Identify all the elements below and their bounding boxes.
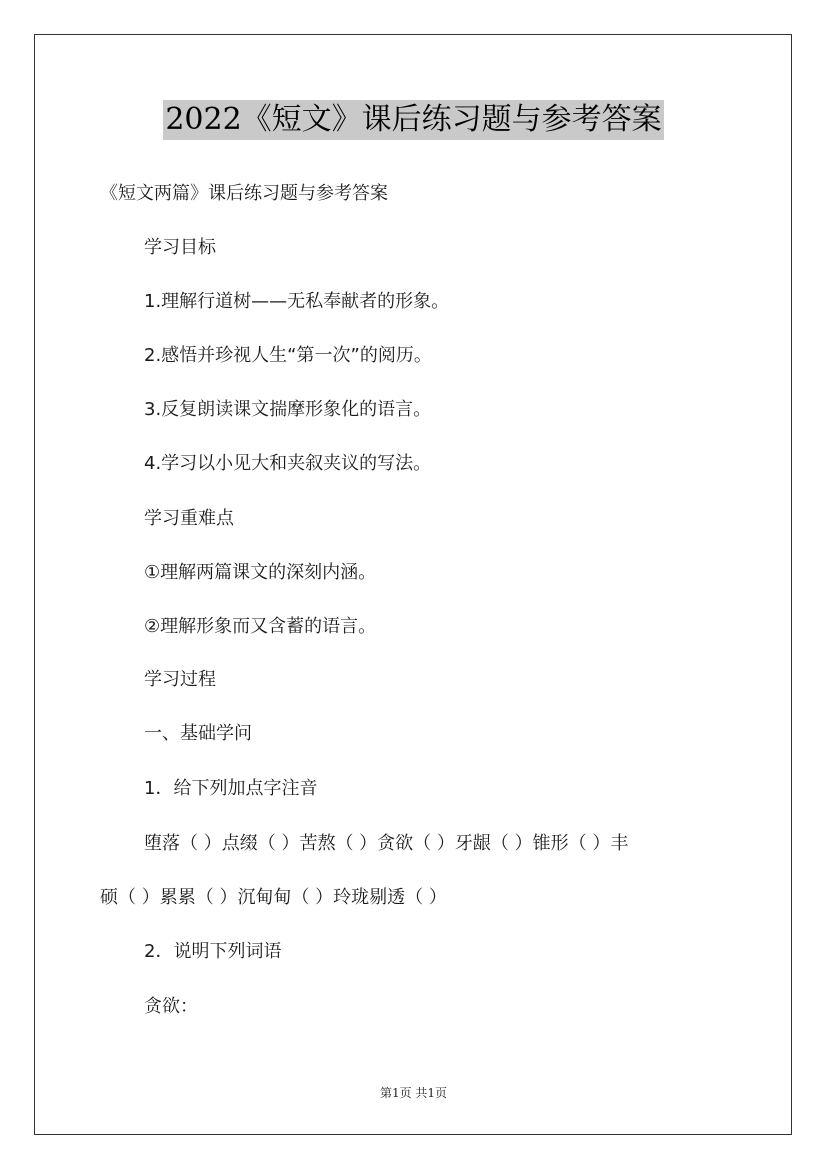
- key-point-2: ②理解形象而又含蓄的语言。: [144, 616, 377, 637]
- page-footer: 第1页 共1页: [379, 1086, 448, 1100]
- key-points-heading: 学习重难点: [144, 508, 234, 529]
- goal-item-2: 2.感悟并珍视人生“第一次”的阅历。: [144, 345, 432, 366]
- question-1-line-1: 堕落（ ）点缀（ ）苦熬（ ）贪欲（ ）牙龈（ ）锥形（ ）丰: [144, 833, 629, 854]
- goal-item-1: 1.理解行道树——无私奉献者的形象。: [144, 291, 450, 312]
- process-heading: 学习过程: [144, 669, 216, 690]
- goal-item-3: 3.反复朗读课文揣摩形象化的语言。: [144, 399, 432, 420]
- document-title: 2022《短文》课后练习题与参考答案: [163, 100, 663, 140]
- question-1-label: 1．给下列加点字注音: [144, 778, 318, 799]
- basics-heading: 一、基础学问: [144, 723, 252, 744]
- question-2-label: 2．说明下列词语: [144, 941, 282, 962]
- goals-heading: 学习目标: [144, 237, 216, 258]
- title-container: [0, 100, 827, 140]
- goal-item-4: 4.学习以小见大和夹叙夹议的写法。: [144, 453, 432, 474]
- document-subtitle: 《短文两篇》课后练习题与参考答案: [100, 183, 388, 204]
- key-point-1: ①理解两篇课文的深刻内涵。: [144, 562, 377, 583]
- question-2-item-1: 贪欲：: [144, 996, 198, 1017]
- question-1-line-2: 硕（ ）累累（ ）沉甸甸（ ）玲珑剔透（ ）: [100, 887, 447, 908]
